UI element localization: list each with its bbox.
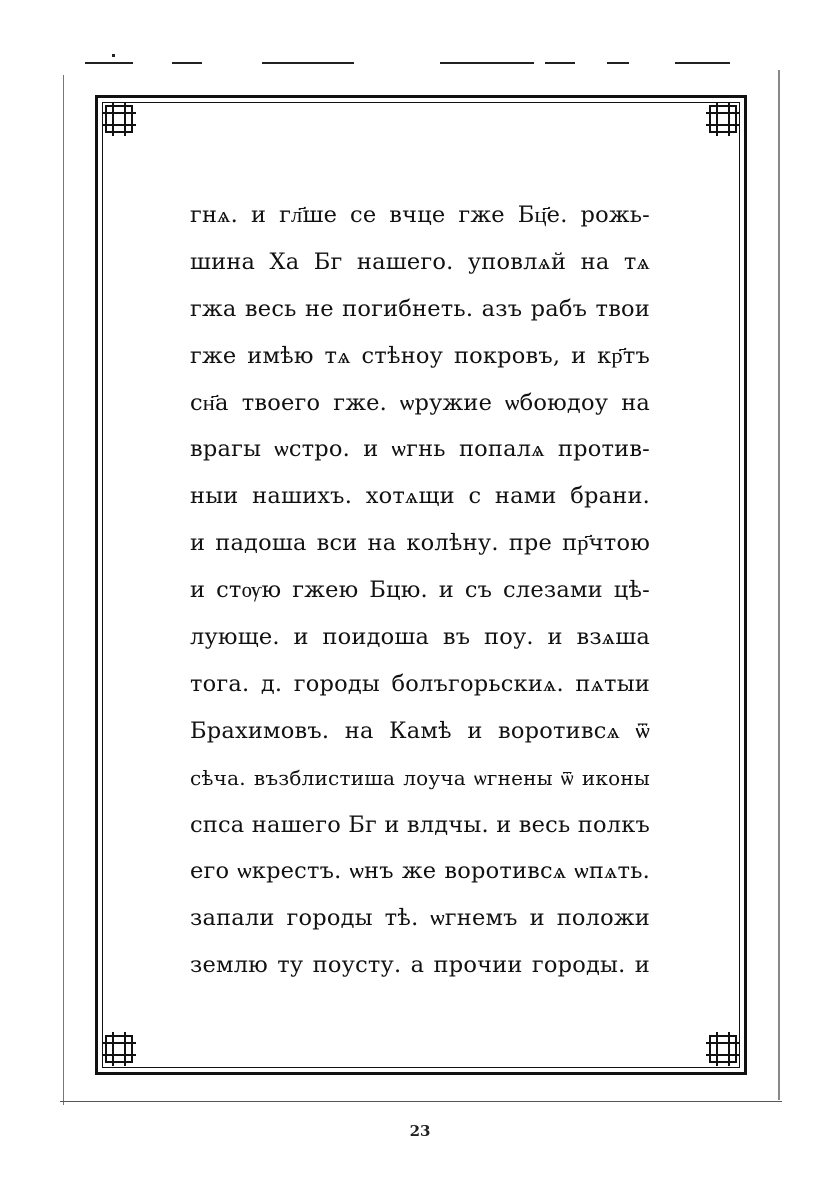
corner-knot-icon — [704, 100, 742, 138]
text-line: запали городы тѣ. ѡгнемъ и положи — [190, 905, 650, 932]
corner-knot-icon — [100, 100, 138, 138]
text-line: гже имѣю тѧ стѣноу покровъ, и кр҃тъ — [190, 342, 650, 369]
text-line: землю ту поусту. а прочии городы. и — [190, 952, 650, 979]
text-line: сѣча. възблистиша лоуча ѡгнены ѿ иконы — [190, 765, 650, 790]
text-line: ныи нашихъ. хотѧщи с нами брани. — [190, 483, 650, 510]
text-line: и падоша вси на колѣну. пре пр҃чтою — [190, 530, 650, 557]
text-line: его ѡкрестъ. ѡнъ же воротивсѧ ѡпѧть. — [190, 858, 650, 885]
text-line: и стѹю гжею Бцю. и съ слезами цѣ- — [190, 577, 650, 604]
text-line: лующе. и поидоша въ поу. и взѧша — [190, 624, 650, 651]
scan-bottom-line — [60, 1101, 782, 1102]
text-line: спса нашего Бг и влдчы. и весь полкъ — [190, 811, 650, 838]
text-line: шина Ха Бг нашего. уповлѧй на тѧ — [190, 248, 650, 275]
text-line: тога. д. городы болъгорьскиѧ. пѧтыи — [190, 670, 650, 697]
corner-knot-icon — [100, 1030, 138, 1068]
text-line: гжа весь не погибнеть. азъ рабъ твои — [190, 295, 650, 322]
text-line: сн҃а твоего гже. ѡружие ѡбоюдоу на — [190, 389, 650, 416]
page-number: 23 — [409, 1122, 431, 1140]
text-line: Брахимовъ. на Камѣ и воротивсѧ ѿ — [190, 717, 650, 744]
scan-left-line — [63, 75, 64, 1105]
scan-right-line — [778, 70, 780, 1100]
corner-knot-icon — [704, 1030, 742, 1068]
text-line: врагы ѡстро. и ѡгнь попалѧ против- — [190, 436, 650, 463]
text-line: гнѧ. и гл҃ше се вчце гже Бц҃е. рожь- — [190, 202, 650, 228]
chronicle-text — [190, 192, 650, 989]
